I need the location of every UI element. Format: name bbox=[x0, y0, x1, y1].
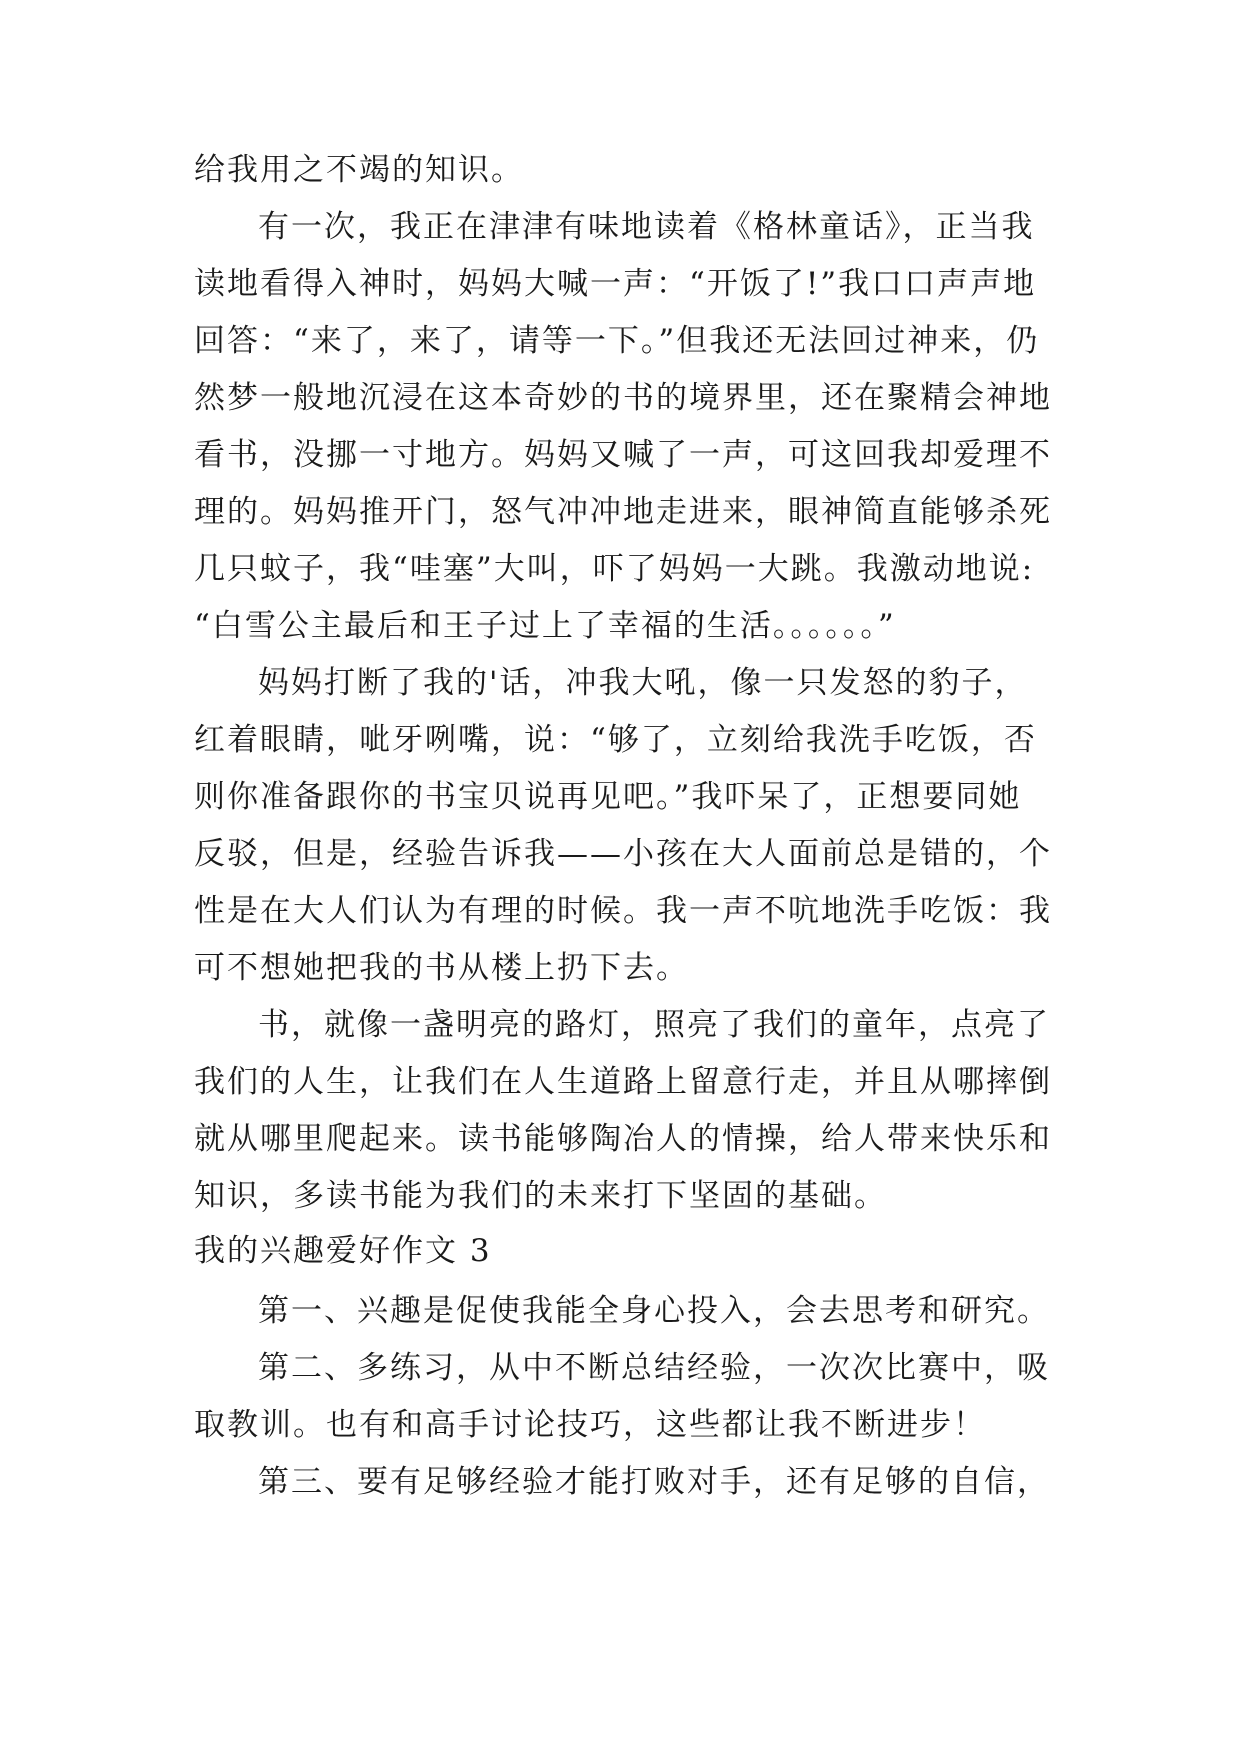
paragraph-start-line: 第一、兴趣是促使我能全身心投入，会去思考和研究。 bbox=[258, 1293, 1050, 1329]
text-line: 知识，多读书能为我们的未来打下坚固的基础。 bbox=[194, 1178, 887, 1214]
paragraph-start-line: 第二、多练习，从中不断总结经验，一次次比赛中，吸 bbox=[258, 1350, 1050, 1386]
section-heading: 我的兴趣爱好作文 3 bbox=[194, 1233, 492, 1269]
paragraph-start-line: 有一次，我正在津津有味地读着《格林童话》，正当我 bbox=[258, 209, 1035, 245]
text-line: 取教训。也有和高手讨论技巧，这些都让我不断进步！ bbox=[194, 1407, 986, 1443]
text-line: 读地看得入神时，妈妈大喊一声：“开饭了!”我口口声声地 bbox=[194, 266, 1037, 302]
text-line: 则你准备跟你的书宝贝说再见吧。”我吓呆了，正想要同她 bbox=[194, 779, 1022, 815]
text-line: 反驳，但是，经验告诉我——小孩在大人面前总是错的，个 bbox=[194, 836, 1052, 872]
text-line: 几只蚊子，我“哇塞”大叫，吓了妈妈一大跳。我激动地说: bbox=[194, 551, 1035, 587]
text-line: 我们的人生，让我们在人生道路上留意行走，并且从哪摔倒 bbox=[194, 1064, 1052, 1100]
paragraph-start-line: 妈妈打断了我的'话，冲我大吼，像一只发怒的豹子， bbox=[258, 665, 1028, 701]
text-line: 性是在大人们认为有理的时候。我一声不吭地洗手吃饭：我 bbox=[194, 893, 1052, 929]
text-line: 就从哪里爬起来。读书能够陶冶人的情操，给人带来快乐和 bbox=[194, 1121, 1052, 1157]
text-line: 理的。妈妈推开门，怒气冲冲地走进来，眼神简直能够杀死 bbox=[194, 494, 1052, 530]
text-line: 回答：“来了，来了，请等一下。”但我还无法回过神来，仍 bbox=[194, 323, 1040, 359]
text-line: 然梦一般地沉浸在这本奇妙的书的境界里，还在聚精会神地 bbox=[194, 380, 1052, 416]
text-line: 看书，没挪一寸地方。妈妈又喊了一声，可这回我却爱理不 bbox=[194, 437, 1052, 473]
text-line: 给我用之不竭的知识。 bbox=[194, 152, 524, 188]
text-line: 可不想她把我的书从楼上扔下去。 bbox=[194, 950, 689, 986]
text-line: “白雪公主最后和王子过上了幸福的生活。。。。。。” bbox=[194, 608, 896, 644]
paragraph-start-line: 书，就像一盏明亮的路灯，照亮了我们的童年，点亮了 bbox=[258, 1007, 1050, 1043]
paragraph-start-line: 第三、要有足够经验才能打败对手，还有足够的自信， bbox=[258, 1464, 1050, 1500]
text-line: 红着眼睛，呲牙咧嘴，说：“够了，立刻给我洗手吃饭，否 bbox=[194, 722, 1037, 758]
